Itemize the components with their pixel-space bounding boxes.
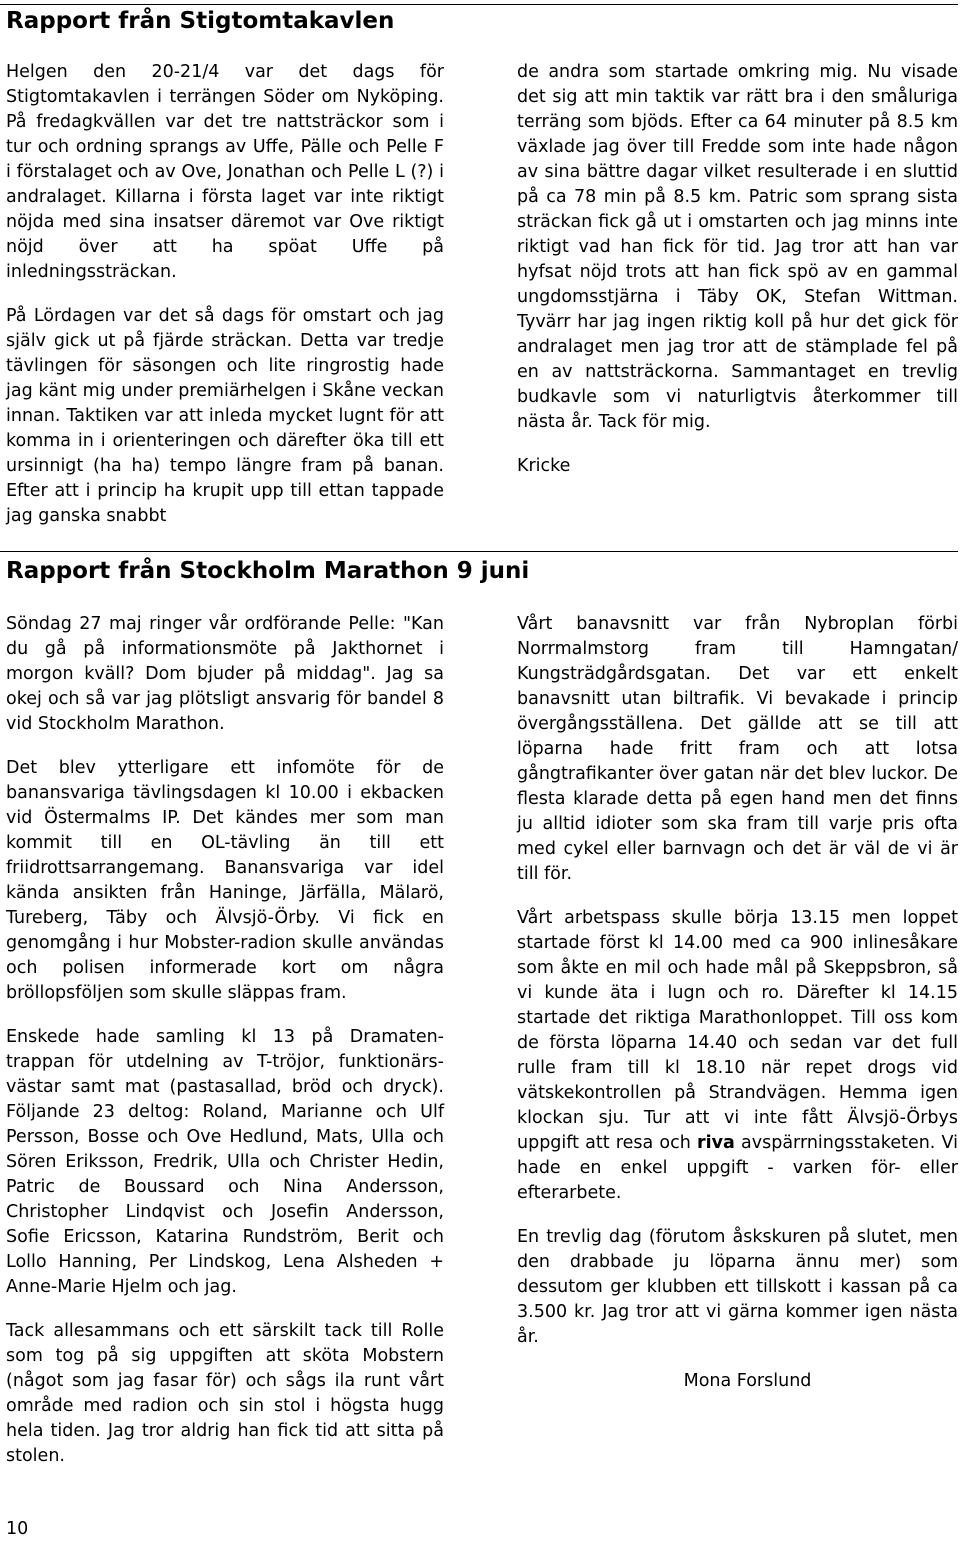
paragraph-6-text-start: Vårt arbetspass skulle börja 13.15 men loppet startade först kl 14.00 med ca 900 inlinesåkare som åkte en mil och hade mål på Skeppsbron, så vi kunde äta i lugn och ro. Därefter kl 14.15 startade det riktiga Marathonloppet. Till oss kom de första löparna 14.40 och sedan var det full rulle fram till kl 18.10 när repet drogs vid vätskekontrollen på Strandvägen. Hemma igen klockan sju. Tur att vi inte fått Älvsjö-Örbys uppgift att resa och bbox=[517, 908, 958, 1153]
article-1-left-column bbox=[6, 60, 444, 529]
article-2-left-column bbox=[6, 612, 444, 1469]
emphasis-word: riva bbox=[696, 1133, 735, 1153]
article-2-paragraph-7: En trevlig dag (förutom åskskuren på slutet, men den drabbade ju löparna ännu mer) som dessutom ger klubben ett tillskott i kassan på ca 3.500 kr. Jag tror att vi gärna kommer igen nästa år. bbox=[517, 1227, 958, 1347]
article-2-paragraph-2: Det blev ytterligare ett infomöte för de banansvariga tävlingsdagen kl 10.00 i ekbacken vid Östermalms IP. Det kändes mer som man kommit till en OL-tävling än till ett friidrottsarrangemang. Banansvariga var idel kända ansikten från Haninge, Järfälla, Mälarö, Tureberg, Täby och Älvsjö-Örby. Vi fick en genomgång i hur Mobster-radion skulle användas och polisen informerade kort om några bröllopsföljen som skulle släppas fram. bbox=[6, 758, 444, 1003]
article-1-signature: Kricke bbox=[517, 456, 571, 476]
article-1-paragraph-3: de andra som startade omkring mig. Nu visade det sig att min taktik var rätt bra i den småluriga terräng som bjöds. Efter ca 64 minuter på 8.5 km växlade jag över till Fredde som inte hade någon av sina bättre dagar vilket resulterade i en sluttid på ca 78 min på 8.5 km. Patric som sprang sista sträckan fick gå ut i omstarten och jag minns inte riktigt vad han fick för tid. Jag tror att han var hyfsat nöjd trots att han fick spö av en gammal ungdomsstjärna i Täby OK, Stefan Wittman. Tyvärr har jag ingen riktig koll på hur det gick för andralaget men jag tror att de stämplade fel på en av nattsträckorna. Sammantaget en trevlig budkavle som vi naturligtvis återkommer till nästa år. Tack för mig. bbox=[517, 62, 958, 432]
page-number: 10 bbox=[6, 1519, 29, 1539]
article-2-paragraph-1: Söndag 27 maj ringer vår ordförande Pelle: "Kan du gå på informationsmöte på Jakthornet i morgon kväll? Dom bjuder på middag". Jag sa okej och så var jag plötsligt ansvarig för bandel 8 vid Stockholm Marathon. bbox=[6, 614, 444, 734]
article-2-right-column bbox=[517, 612, 958, 1394]
article-2-paragraph-4: Tack allesammans och ett särskilt tack till Rolle som tog på sig uppgiften att sköta Mobstern (något som jag fasar för) och sågs ila runt vårt område med radion och sin stol i högsta hugg hela tiden. Jag tror aldrig han fick tid att sitta på stolen. bbox=[6, 1321, 444, 1466]
section-rule bbox=[0, 551, 958, 552]
article-2-paragraph-5: Vårt banavsnitt var från Nybroplan förbi Norrmalmstorg fram till Hamngatan/ Kungsträdgårdsgatan. Det var ett enkelt banavsnitt utan biltrafik. Vi bevakade i princip övergångsställena. Det gällde att se till att löparna hade fritt fram och att lotsa gångtrafikanter över gatan när det blev luckor. De flesta klarade detta på egen hand men det finns ju alltid idioter som ska fram till varje pris ofta med cykel eller barnvagn och det är väl de vi är till för. bbox=[517, 614, 958, 884]
top-rule bbox=[0, 4, 958, 5]
article-1-title: Rapport från Stigtomtakavlen bbox=[6, 8, 395, 34]
article-1-paragraph-1: Helgen den 20-21/4 var det dags för Stigtomtakavlen i terrängen Söder om Nyköping. På fredagkvällen var det tre nattsträckor som i tur och ordning sprangs av Uffe, Pälle och Pelle F i förstalaget och av Ove, Jonathan och Pelle L (?) i andralaget. Killarna i första laget var inte riktigt nöjda med sina insatser däremot var Ove riktigt nöjd över att ha spöat Uffe på inledningssträckan. bbox=[6, 62, 444, 282]
article-1-paragraph-2: På Lördagen var det så dags för omstart och jag själv gick ut på fjärde sträckan. Detta var tredje tävlingen för säsongen och lite ringrostig hade jag känt mig under premiärhelgen i Skåne veckan innan. Taktiken var att inleda mycket lugnt för att komma in i orienteringen och därefter öka till ett ursinnigt (ha ha) tempo längre fram på banan. Efter att i princip ha krupit upp till ettan tappade jag ganska snabbt bbox=[6, 306, 444, 526]
article-2-paragraph-6 bbox=[517, 906, 958, 1206]
article-2-signature: Mona Forslund bbox=[683, 1371, 812, 1391]
article-1-right-column bbox=[517, 60, 958, 479]
article-2-title: Rapport från Stockholm Marathon 9 juni bbox=[6, 558, 530, 584]
paragraph-6-text-end: avspärrningsstaketen. Vi hade en enkel uppgift - varken för- eller efterarbete. bbox=[517, 1133, 958, 1203]
article-2-paragraph-3: Enskede hade samling kl 13 på Dramaten-trappan för utdelning av T-tröjor, funktionärs-västar samt mat (pastasallad, bröd och dryck). Följande 23 deltog: Roland, Marianne och Ulf Persson, Bosse och Ove Hedlund, Mats, Ulla och Sören Eriksson, Fredrik, Ulla och Christer Hedin, Patric de Boussard och Nina Andersson, Christopher Lindqvist och Josefin Andersson, Sofie Ericsson, Katarina Rundström, Berit och Lollo Hanning, Per Lindskog, Lena Alsheden + Anne-Marie Hjelm och jag. bbox=[6, 1027, 444, 1297]
